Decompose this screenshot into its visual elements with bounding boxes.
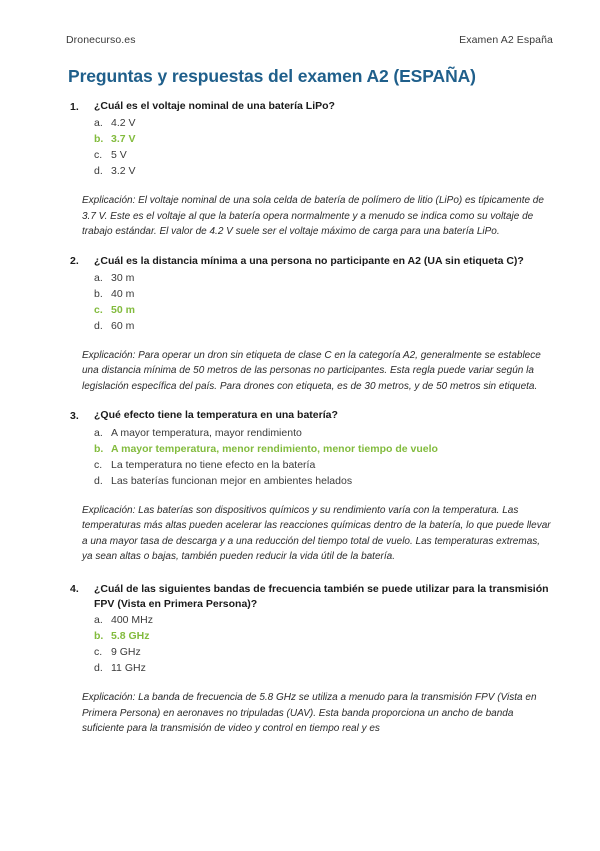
option-letter: d. bbox=[94, 474, 103, 487]
explanation-text: Explicación: Para operar un dron sin etiqueta de clase C en la categoría A2, generalmente se establece una distancia mínima de 50 metros de las personas no participantes. Esta regla puede variar según la legislación específica del país. Para drones con etiqueta, es de 30 metros, y de 50 metros sin etiqueta. bbox=[82, 349, 541, 392]
option-text: Las baterías funcionan mejor en ambientes helados bbox=[111, 474, 353, 487]
option-letter: a. bbox=[94, 426, 103, 439]
option-text: 3.2 V bbox=[111, 165, 136, 178]
option-text: La temperatura no tiene efecto en la batería bbox=[111, 458, 316, 471]
question-row bbox=[0, 99, 600, 114]
question-row bbox=[0, 408, 600, 423]
question-item bbox=[0, 408, 600, 564]
option-row-correct[interactable] bbox=[0, 442, 600, 458]
document-content bbox=[0, 66, 600, 737]
option-row[interactable] bbox=[0, 661, 600, 677]
option-text: 40 m bbox=[111, 288, 135, 301]
section-spacer bbox=[0, 240, 600, 254]
option-letter: d. bbox=[94, 319, 103, 332]
option-list bbox=[0, 271, 600, 335]
question-number: 2. bbox=[70, 255, 79, 268]
option-row[interactable] bbox=[0, 474, 600, 490]
question-item bbox=[0, 582, 600, 737]
option-letter: d. bbox=[94, 662, 103, 675]
option-letter: b. bbox=[94, 288, 103, 301]
question-item bbox=[0, 254, 600, 395]
option-text: 30 m bbox=[111, 272, 135, 285]
page-title: Preguntas y respuestas del examen A2 (ESPAÑA) bbox=[68, 66, 476, 86]
option-row[interactable] bbox=[0, 458, 600, 474]
question-text: ¿Cuál es la distancia mínima a una persona no participante en A2 (UA sin etiqueta C)? bbox=[94, 254, 524, 267]
option-row-correct[interactable] bbox=[0, 303, 600, 319]
option-text: 11 GHz bbox=[111, 662, 146, 675]
option-text: A mayor temperatura, mayor rendimiento bbox=[111, 426, 302, 439]
option-text: 400 MHz bbox=[111, 614, 154, 627]
question-number: 4. bbox=[70, 583, 79, 596]
option-letter: a. bbox=[94, 614, 103, 627]
option-row[interactable] bbox=[0, 287, 600, 303]
option-text: 50 m bbox=[111, 304, 135, 317]
question-text: ¿Qué efecto tiene la temperatura en una batería? bbox=[94, 409, 338, 422]
question-number: 1. bbox=[70, 100, 79, 113]
question-row bbox=[0, 254, 600, 269]
option-letter: b. bbox=[94, 630, 104, 643]
option-letter: c. bbox=[94, 149, 103, 162]
option-letter: a. bbox=[94, 272, 103, 285]
question-row bbox=[0, 582, 600, 612]
option-list bbox=[0, 116, 600, 180]
option-letter: c. bbox=[94, 458, 103, 471]
question-item bbox=[0, 99, 600, 240]
option-row-correct[interactable] bbox=[0, 629, 600, 645]
option-row[interactable] bbox=[0, 116, 600, 132]
explanation-text: Explicación: Las baterías son dispositivos químicos y su rendimiento varía con la temperatura. Las temperaturas más altas pueden acelerar las reacciones químicas dentro de la batería, lo que puede llevar a una mayor tasa de descarga y a una reducción del tiempo total de vuelo. Las temperaturas extremas, ya sean altas o bajas, también pueden reducir la vida útil de la batería. bbox=[82, 504, 551, 563]
explanation-text: Explicación: La banda de frecuencia de 5.8 GHz se utiliza a menudo para la transmisión FPV (Vista en Primera Persona) en aeronaves no tripuladas (UAV). Esta banda proporciona un ancho de banda suficiente para la transmisión de video y control en tiempo real y es bbox=[82, 692, 537, 735]
explanation-text: Explicación: El voltaje nominal de una sola celda de batería de polímero de litio (LiPo) es típicamente de 3.7 V. Este es el voltaje al que la batería opera normalmente y a menudo se indica como su voltaje de trabajo estándar. El valor de 4.2 V suele ser el voltaje máximo de carga para una batería LiPo. bbox=[82, 195, 544, 238]
option-row[interactable] bbox=[0, 645, 600, 661]
option-row[interactable] bbox=[0, 271, 600, 287]
section-spacer bbox=[0, 394, 600, 408]
option-list bbox=[0, 426, 600, 490]
option-letter: d. bbox=[94, 165, 103, 178]
option-letter: a. bbox=[94, 117, 103, 130]
option-row[interactable] bbox=[0, 426, 600, 442]
option-letter: b. bbox=[94, 442, 104, 455]
option-letter: b. bbox=[94, 133, 104, 146]
option-text: 5.8 GHz bbox=[111, 630, 150, 643]
question-list bbox=[0, 99, 600, 737]
question-number: 3. bbox=[70, 409, 79, 422]
option-row[interactable] bbox=[0, 319, 600, 335]
option-row[interactable] bbox=[0, 164, 600, 180]
document-header bbox=[66, 34, 553, 46]
option-text: 9 GHz bbox=[111, 646, 141, 659]
option-text: A mayor temperatura, menor rendimiento, menor tiempo de vuelo bbox=[111, 442, 438, 455]
section-spacer bbox=[0, 565, 600, 582]
option-row-correct[interactable] bbox=[0, 132, 600, 148]
option-text: 4.2 V bbox=[111, 117, 136, 130]
header-exam-title: Examen A2 España bbox=[459, 34, 553, 46]
option-text: 60 m bbox=[111, 319, 135, 332]
header-site-name: Dronecurso.es bbox=[66, 34, 136, 46]
option-letter: c. bbox=[94, 304, 103, 317]
option-row[interactable] bbox=[0, 613, 600, 629]
question-text: ¿Cuál es el voltaje nominal de una batería LiPo? bbox=[94, 100, 335, 112]
option-letter: c. bbox=[94, 646, 103, 659]
question-text: ¿Cuál de las siguientes bandas de frecuencia también se puede utilizar para la transmisión FPV (Vista en Primera Persona)? bbox=[94, 582, 549, 610]
option-row[interactable] bbox=[0, 148, 600, 164]
option-text: 5 V bbox=[111, 149, 127, 162]
option-list bbox=[0, 613, 600, 677]
option-text: 3.7 V bbox=[111, 133, 136, 146]
